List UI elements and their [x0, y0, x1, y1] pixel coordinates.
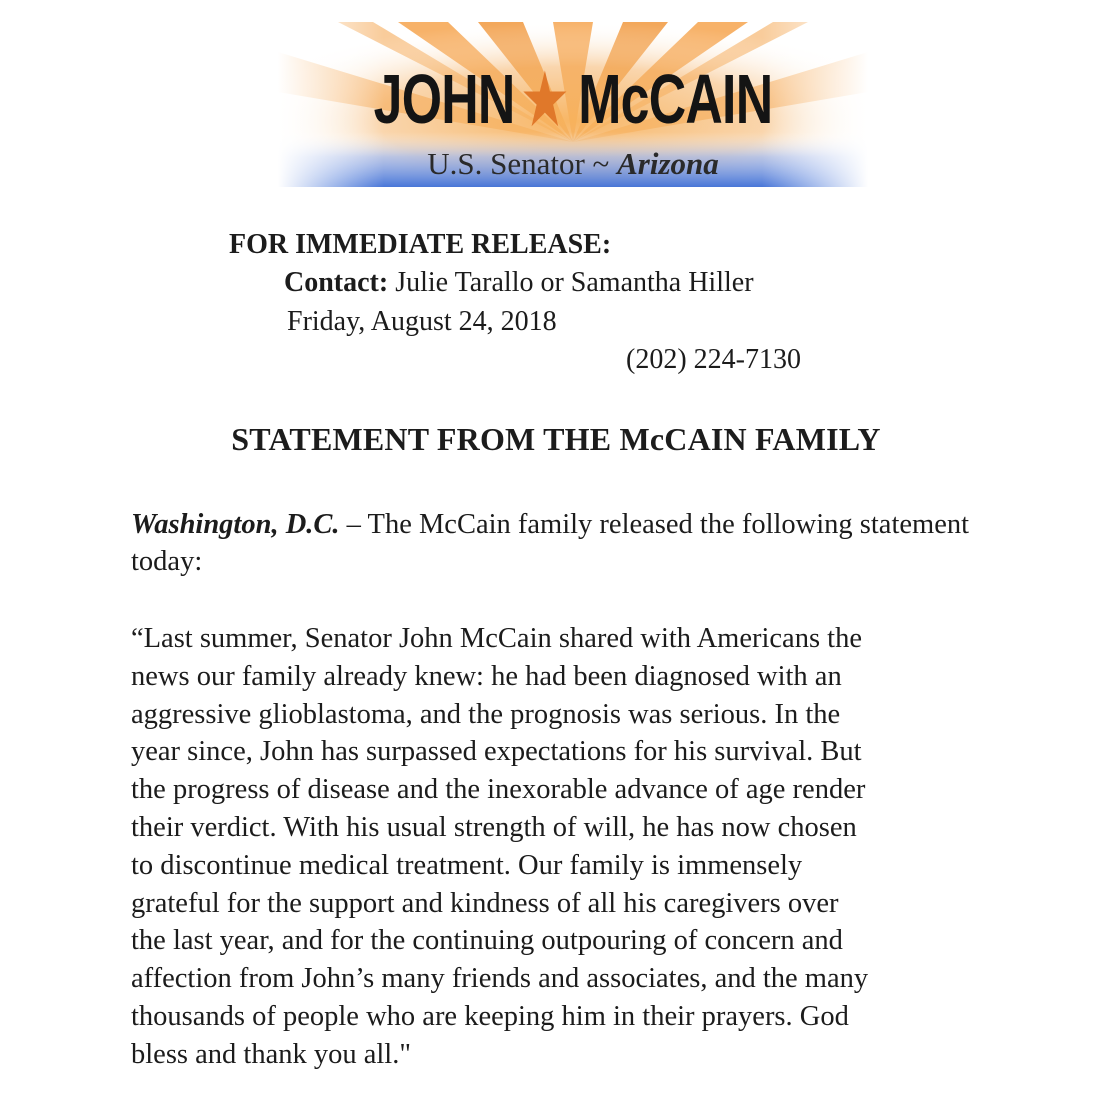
- quote-line: year since, John has surpassed expectations for his survival. But: [131, 736, 862, 768]
- quote-line: the progress of disease and the inexorable advance of age render: [131, 774, 866, 806]
- contact-line: [284, 269, 754, 297]
- senator-subtitle: [278, 146, 868, 182]
- last-name: McCAIN: [578, 60, 773, 138]
- subtitle-prefix: U.S. Senator ~: [427, 146, 610, 181]
- statement-title: STATEMENT FROM THE McCAIN FAMILY: [231, 421, 881, 457]
- quote-line: thousands of people who are keeping him in their prayers. God: [131, 1000, 849, 1032]
- lead-text: – The McCain family released the following statement today:: [131, 509, 970, 577]
- contact-label: Contact:: [284, 267, 389, 298]
- contact-phone: (202) 224-7130: [626, 344, 801, 375]
- quote-line: their verdict. With his usual strength of will, he has now chosen: [131, 811, 857, 843]
- first-name: JOHN: [373, 60, 515, 138]
- senator-name: [355, 54, 792, 144]
- quote-line: grateful for the support and kindness of all his caregivers over: [131, 887, 839, 919]
- quote-line: “Last summer, Senator John McCain shared with Americans the: [131, 623, 862, 654]
- star-icon: [522, 68, 568, 130]
- subtitle-state: Arizona: [617, 146, 719, 181]
- statement-quote: [131, 620, 1001, 1074]
- contact-names: Julie Tarallo or Samantha Hiller: [395, 267, 754, 298]
- release-label: FOR IMMEDIATE RELEASE:: [229, 229, 612, 260]
- quote-line: to discontinue medical treatment. Our family is immensely: [131, 849, 803, 881]
- quote-line: affection from John’s many friends and associates, and the many: [131, 963, 869, 995]
- release-date: Friday, August 24, 2018: [287, 306, 557, 337]
- lead-paragraph: [131, 506, 991, 580]
- quote-line: bless and thank you all.": [131, 1038, 411, 1070]
- quote-line: the last year, and for the continuing outpouring of concern and: [131, 925, 843, 957]
- letterhead-logo: [278, 22, 868, 187]
- dateline-location: Washington, D.C.: [131, 509, 340, 540]
- quote-line: aggressive glioblastoma, and the prognosis was serious. In the: [131, 698, 841, 730]
- quote-line: news our family already knew: he had been diagnosed with an: [131, 660, 842, 692]
